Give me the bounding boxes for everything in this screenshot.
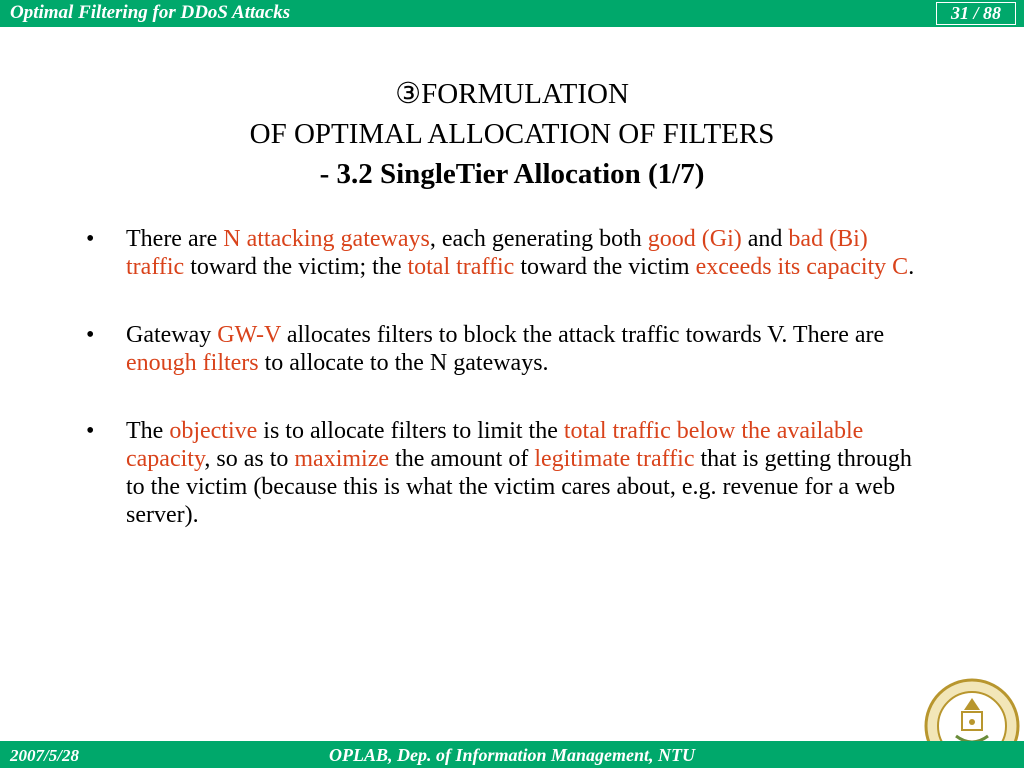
text-run: There are [126,226,224,252]
header-bar [0,0,1024,27]
highlight-run: total traffic [407,254,515,280]
highlight-run: N attacking gateways [223,226,430,252]
bullet-dot-icon: • [86,226,95,252]
text-run: toward the victim [514,254,696,280]
heading-line-1: ③FORMULATION [395,78,629,110]
text-run: toward the victim; the [184,254,408,280]
footer-text: OPLAB, Dep. of Information Management, NTU [328,745,695,765]
highlight-run: objective [169,418,258,444]
footer-date: 2007/5/28 [10,746,79,765]
text-run: The [126,418,170,444]
heading-subtitle: - 3.2 SingleTier Allocation (1/7) [319,158,705,190]
highlight-run: bad (Bi) traffic [126,226,868,280]
highlight-run: legitimate traffic [534,446,695,472]
bullet-dot-icon: • [86,322,95,348]
text-run: the amount of [389,446,535,472]
text-run: , so as to [204,446,295,472]
bullet-item [86,225,916,281]
footer-bar [0,741,1024,768]
highlight-run: good (Gi) [647,226,742,252]
text-run: , each generating both [429,226,648,252]
highlight-run: maximize [294,446,390,472]
presentation-title: Optimal Filtering for DDoS Attacks [10,2,291,23]
highlight-run: exceeds its capacity C [695,254,909,280]
bullet-text [126,418,912,528]
text-run: . [908,254,915,280]
text-run: is to allocate filters to limit the [257,418,564,444]
bullet-item [86,417,916,529]
highlight-run: enough filters [126,350,259,376]
text-run: Gateway [126,322,218,348]
highlight-run: GW-V [217,322,281,348]
bullet-text [126,322,884,376]
bullet-text [126,226,914,280]
slide-heading [0,74,1024,194]
bullet-dot-icon: • [86,418,95,444]
text-run: that is getting through to the victim (because this is what the victim cares about, e.g. revenue for a web server). [126,446,912,528]
page-number: 31 / 88 [936,2,1016,25]
text-run: to allocate to the N gateways. [258,350,549,376]
bullet-item [86,321,916,377]
text-run: and [741,226,789,252]
bullet-list [86,225,916,569]
heading-line-2: OF OPTIMAL ALLOCATION OF FILTERS [249,118,775,150]
text-run: allocates filters to block the attack traffic towards V. There are [280,322,885,348]
highlight-run: total traffic below the available capacity [126,418,864,472]
